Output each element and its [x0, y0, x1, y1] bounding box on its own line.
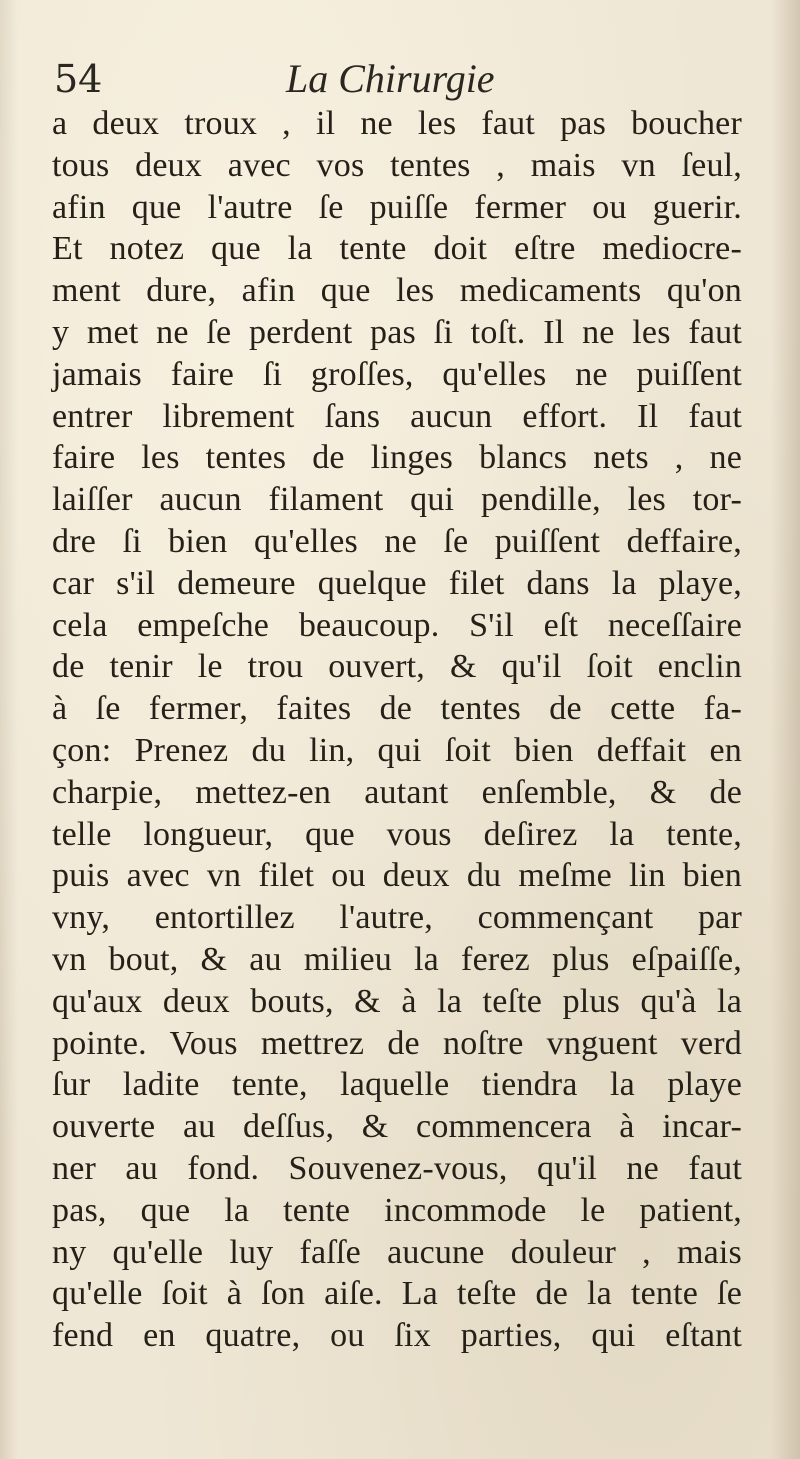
text-line: charpie, mettez-en autant enſemble, & de: [52, 773, 742, 811]
body-text: [52, 103, 742, 1357]
text-line: qu'elle ſoit à ſon aiſe. La teſte de la tente ſe: [52, 1275, 742, 1313]
text-line: tous deux avec vos tentes , mais vn ſeul,: [52, 146, 742, 184]
text-line: ment dure, afin que les medicaments qu'on: [52, 272, 742, 310]
text-line: qu'aux deux bouts, & à la teſte plus qu'à la: [52, 982, 742, 1020]
text-line: cela empeſche beaucoup. S'il eſt neceſſaire: [52, 606, 742, 644]
page-number: 54: [54, 57, 103, 101]
text-line: laiſſer aucun filament qui pendille, les tor-: [52, 481, 742, 519]
text-line: vny, entortillez l'autre, commençant par: [52, 899, 742, 937]
running-head-title: La Chirurgie: [286, 56, 495, 101]
text-line: telle longueur, que vous deſirez la tente,: [52, 815, 742, 853]
text-line: puis avec vn filet ou deux du meſme lin bien: [52, 857, 742, 895]
text-line: çon: Prenez du lin, qui ſoit bien deffait en: [52, 731, 742, 769]
text-line: Et notez que la tente doit eſtre mediocre-: [52, 230, 742, 268]
text-line: fend en quatre, ou ſix parties, qui eſtant: [52, 1317, 742, 1355]
text-line: ny qu'elle luy faſſe aucune douleur , mais: [52, 1233, 742, 1271]
text-line: jamais faire ſi groſſes, qu'elles ne puiſſent: [52, 355, 742, 393]
text-line: ouverte au deſſus, & commencera à incar-: [52, 1108, 742, 1146]
text-line: pointe. Vous mettrez de noſtre vnguent verd: [52, 1024, 742, 1062]
text-line: faire les tentes de linges blancs nets , ne: [52, 439, 742, 477]
text-line: pas, que la tente incommode le patient,: [52, 1191, 742, 1229]
text-line: ner au fond. Souvenez-vous, qu'il ne faut: [52, 1149, 742, 1187]
page-header: [54, 55, 754, 103]
text-line: afin que l'autre ſe puiſſe fermer ou guerir.: [52, 188, 742, 226]
text-line: entrer librement ſans aucun effort. Il faut: [52, 397, 742, 435]
text-line: ſur ladite tente, laquelle tiendra la playe: [52, 1066, 742, 1104]
text-line: vn bout, & au milieu la ferez plus eſpaiſſe,: [52, 940, 742, 978]
text-line: car s'il demeure quelque filet dans la playe,: [52, 564, 742, 602]
text-line: de tenir le trou ouvert, & qu'il ſoit enclin: [52, 648, 742, 686]
text-line: y met ne ſe perdent pas ſi toſt. Il ne les faut: [52, 313, 742, 351]
text-line: a deux troux , il ne les faut pas boucher: [52, 105, 742, 142]
text-line: à ſe fermer, faites de tentes de cette fa-: [52, 690, 742, 728]
text-line: dre ſi bien qu'elles ne ſe puiſſent deffaire,: [52, 522, 742, 560]
